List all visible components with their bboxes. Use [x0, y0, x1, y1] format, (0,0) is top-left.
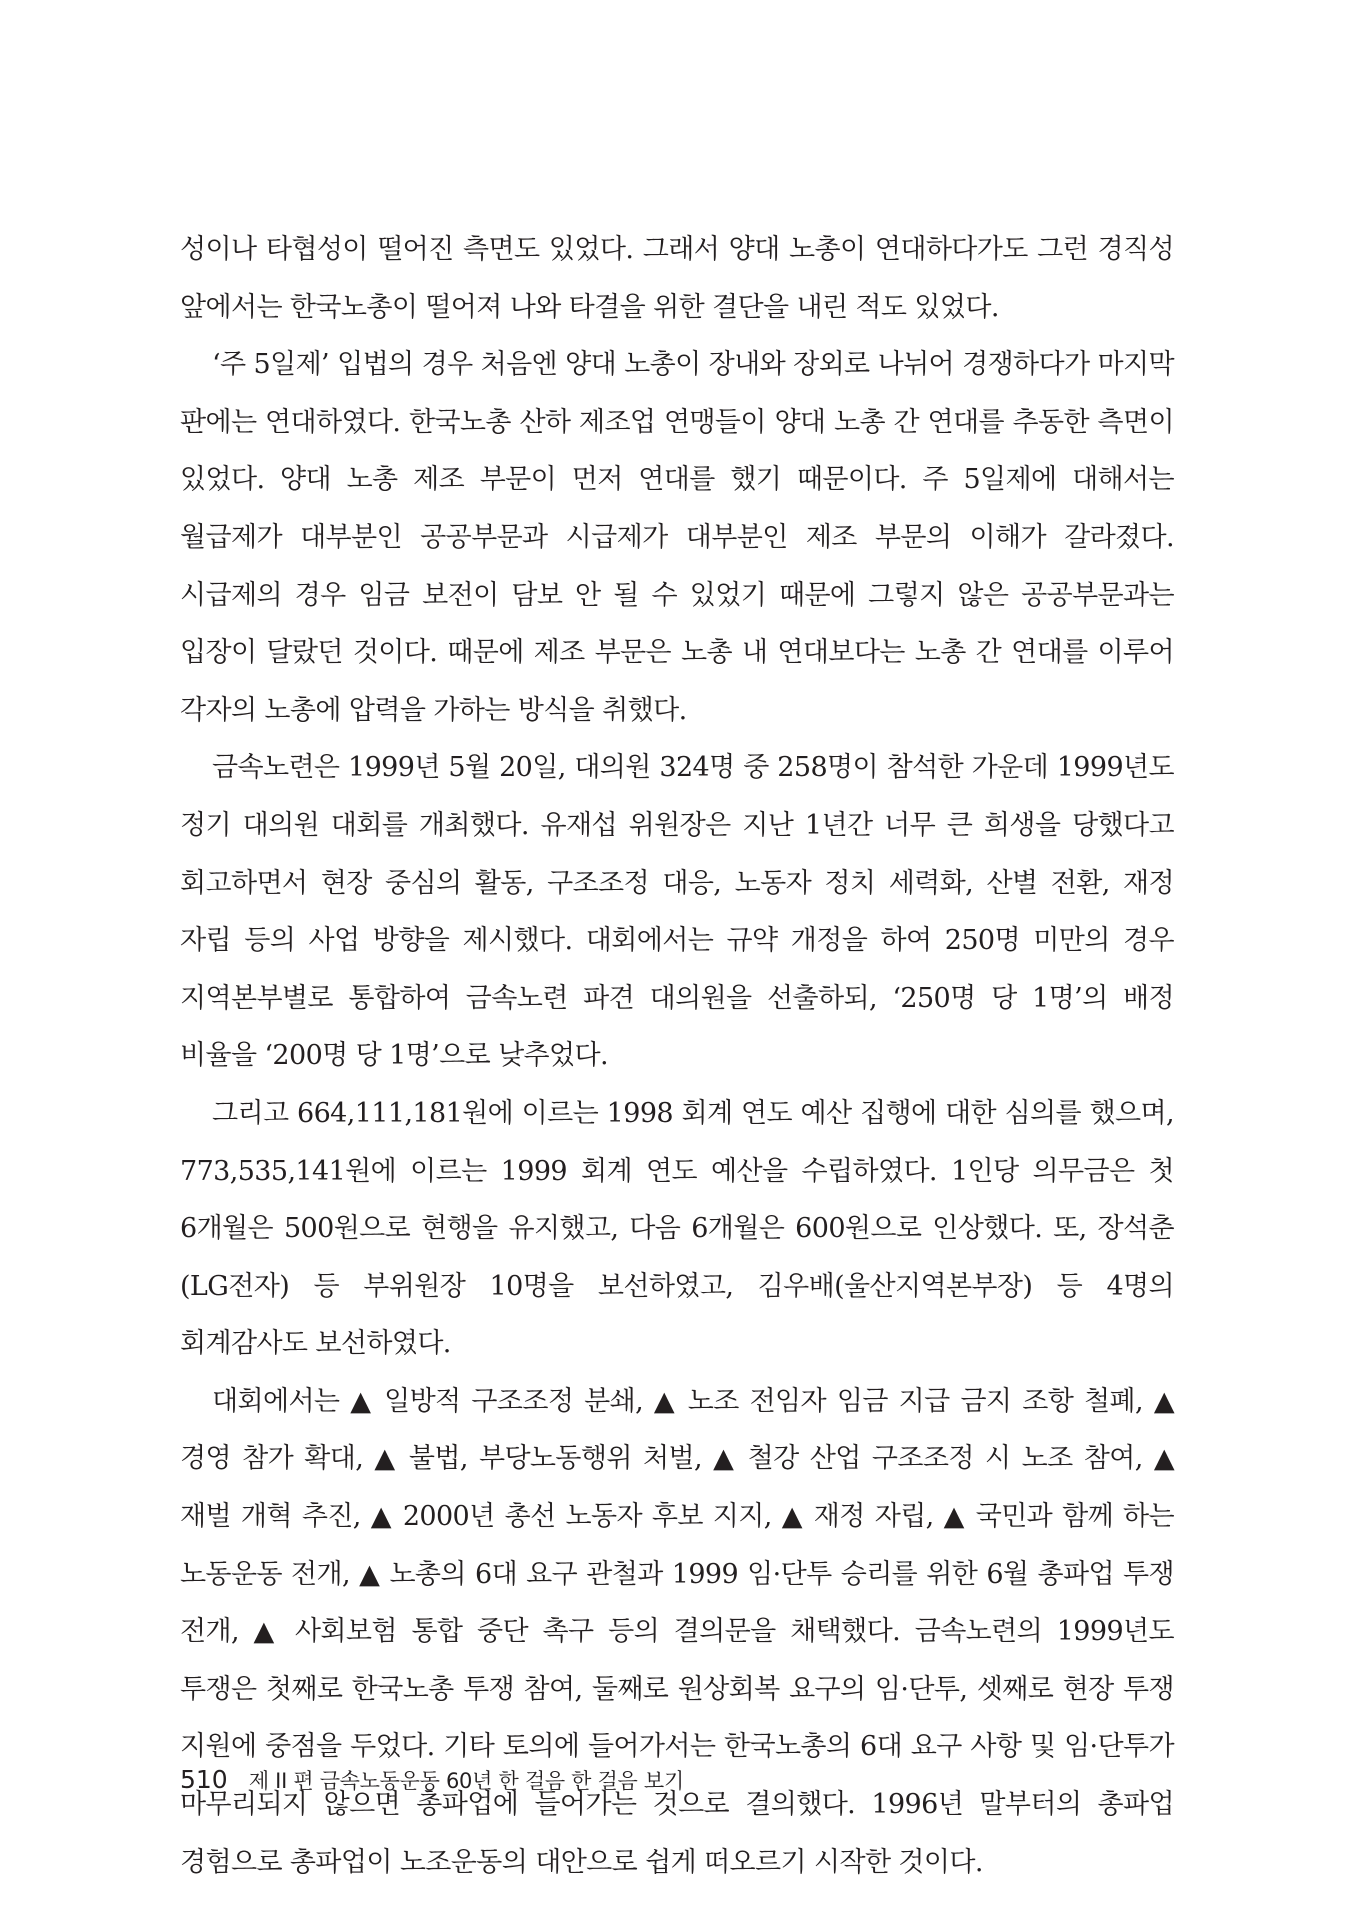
page-number: 510 [180, 1765, 228, 1794]
paragraph-continued: 성이나 타협성이 떨어진 측면도 있었다. 그래서 양대 노총이 연대하다가도 그런 경직성 앞에서는 한국노총이 떨어져 나와 타결을 위한 결단을 내린 적도 있었다. [180, 234, 1174, 323]
paragraph-five-day-week: ‘주 5일제’ 입법의 경우 처음엔 양대 노총이 장내와 장외로 나뉘어 경쟁하다가 마지막 판에는 연대하였다. 한국노총 산하 제조업 연맹들이 양대 노총 간 연대를 추동한 측면이 있었다. 양대 노총 제조 부문이 먼저 연대를 했기 때문이다. 주 5일제에 대해서는 월급제가 대부분인 공공부문과 시급제가 대부분인 제조 부문의 이해가 갈라졌다. 시급제의 경우 임금 보전이 담보 안 될 수 있었기 때문에 그렇지 않은 공공부문과는 입장이 달랐던 것이다. 때문에 제조 부문은 노총 내 연대보다는 노총 간 연대를 이루어 각자의 노총에 압력을 가하는 방식을 취했다. [180, 349, 1174, 726]
running-head: 제 II 편 금속노동운동 60년 한 걸음 한 걸음 보기 [248, 1769, 684, 1793]
paragraph-budget: 그리고 664,111,181원에 이르는 1998 회계 연도 예산 집행에 대한 심의를 했으며, 773,535,141원에 이르는 1999 회계 연도 예산을 수립하였다. 1인당 의무금은 첫 6개월은 500원으로 현행을 유지했고, 다음 6개월은 600원으로 인상했다. 또, 장석춘(LG전자) 등 부위원장 10명을 보선하였고, 김우배(울산지역본부장) 등 4명의 회계감사도 보선하였다. [180, 1097, 1174, 1360]
body-text [180, 221, 1174, 1891]
page-footer [180, 1765, 684, 1795]
paragraph-resolutions: 대회에서는 ▲ 일방적 구조조정 분쇄, ▲ 노조 전임자 임금 지급 금지 조항 철폐, ▲ 경영 참가 확대, ▲ 불법, 부당노동행위 처벌, ▲ 철강 산업 구조조정 시 노조 참여, ▲ 재벌 개혁 추진, ▲ 2000년 총선 노동자 후보 지지, ▲ 재정 자립, ▲ 국민과 함께 하는 노동운동 전개, ▲ 노총의 6대 요구 관철과 1999 임·단투 승리를 위한 6월 총파업 투쟁 전개, ▲ 사회보험 통합 중단 촉구 등의 결의문을 채택했다. 금속노련의 1999년도 투쟁은 첫째로 한국노총 투쟁 참여, 둘째로 원상회복 요구의 임·단투, 셋째로 현장 투쟁 지원에 중점을 두었다. 기타 토의에 들어가서는 한국노총의 6대 요구 사항 및 임·단투가 마무리되지 않으면 총파업에 들어가는 것으로 결의했다. 1996년 말부터의 총파업 경험으로 총파업이 노조운동의 대안으로 쉽게 떠오르기 시작한 것이다. [180, 1385, 1174, 1878]
paragraph-delegate-convention: 금속노련은 1999년 5월 20일, 대의원 324명 중 258명이 참석한 가운데 1999년도 정기 대의원 대회를 개최했다. 유재섭 위원장은 지난 1년간 너무 큰 희생을 당했다고 회고하면서 현장 중심의 활동, 구조조정 대응, 노동자 정치 세력화, 산별 전환, 재정 자립 등의 사업 방향을 제시했다. 대회에서는 규약 개정을 하여 250명 미만의 경우 지역본부별로 통합하여 금속노련 파견 대의원을 선출하되, ‘250명 당 1명’의 배정 비율을 ‘200명 당 1명’으로 낮추었다. [180, 752, 1174, 1072]
